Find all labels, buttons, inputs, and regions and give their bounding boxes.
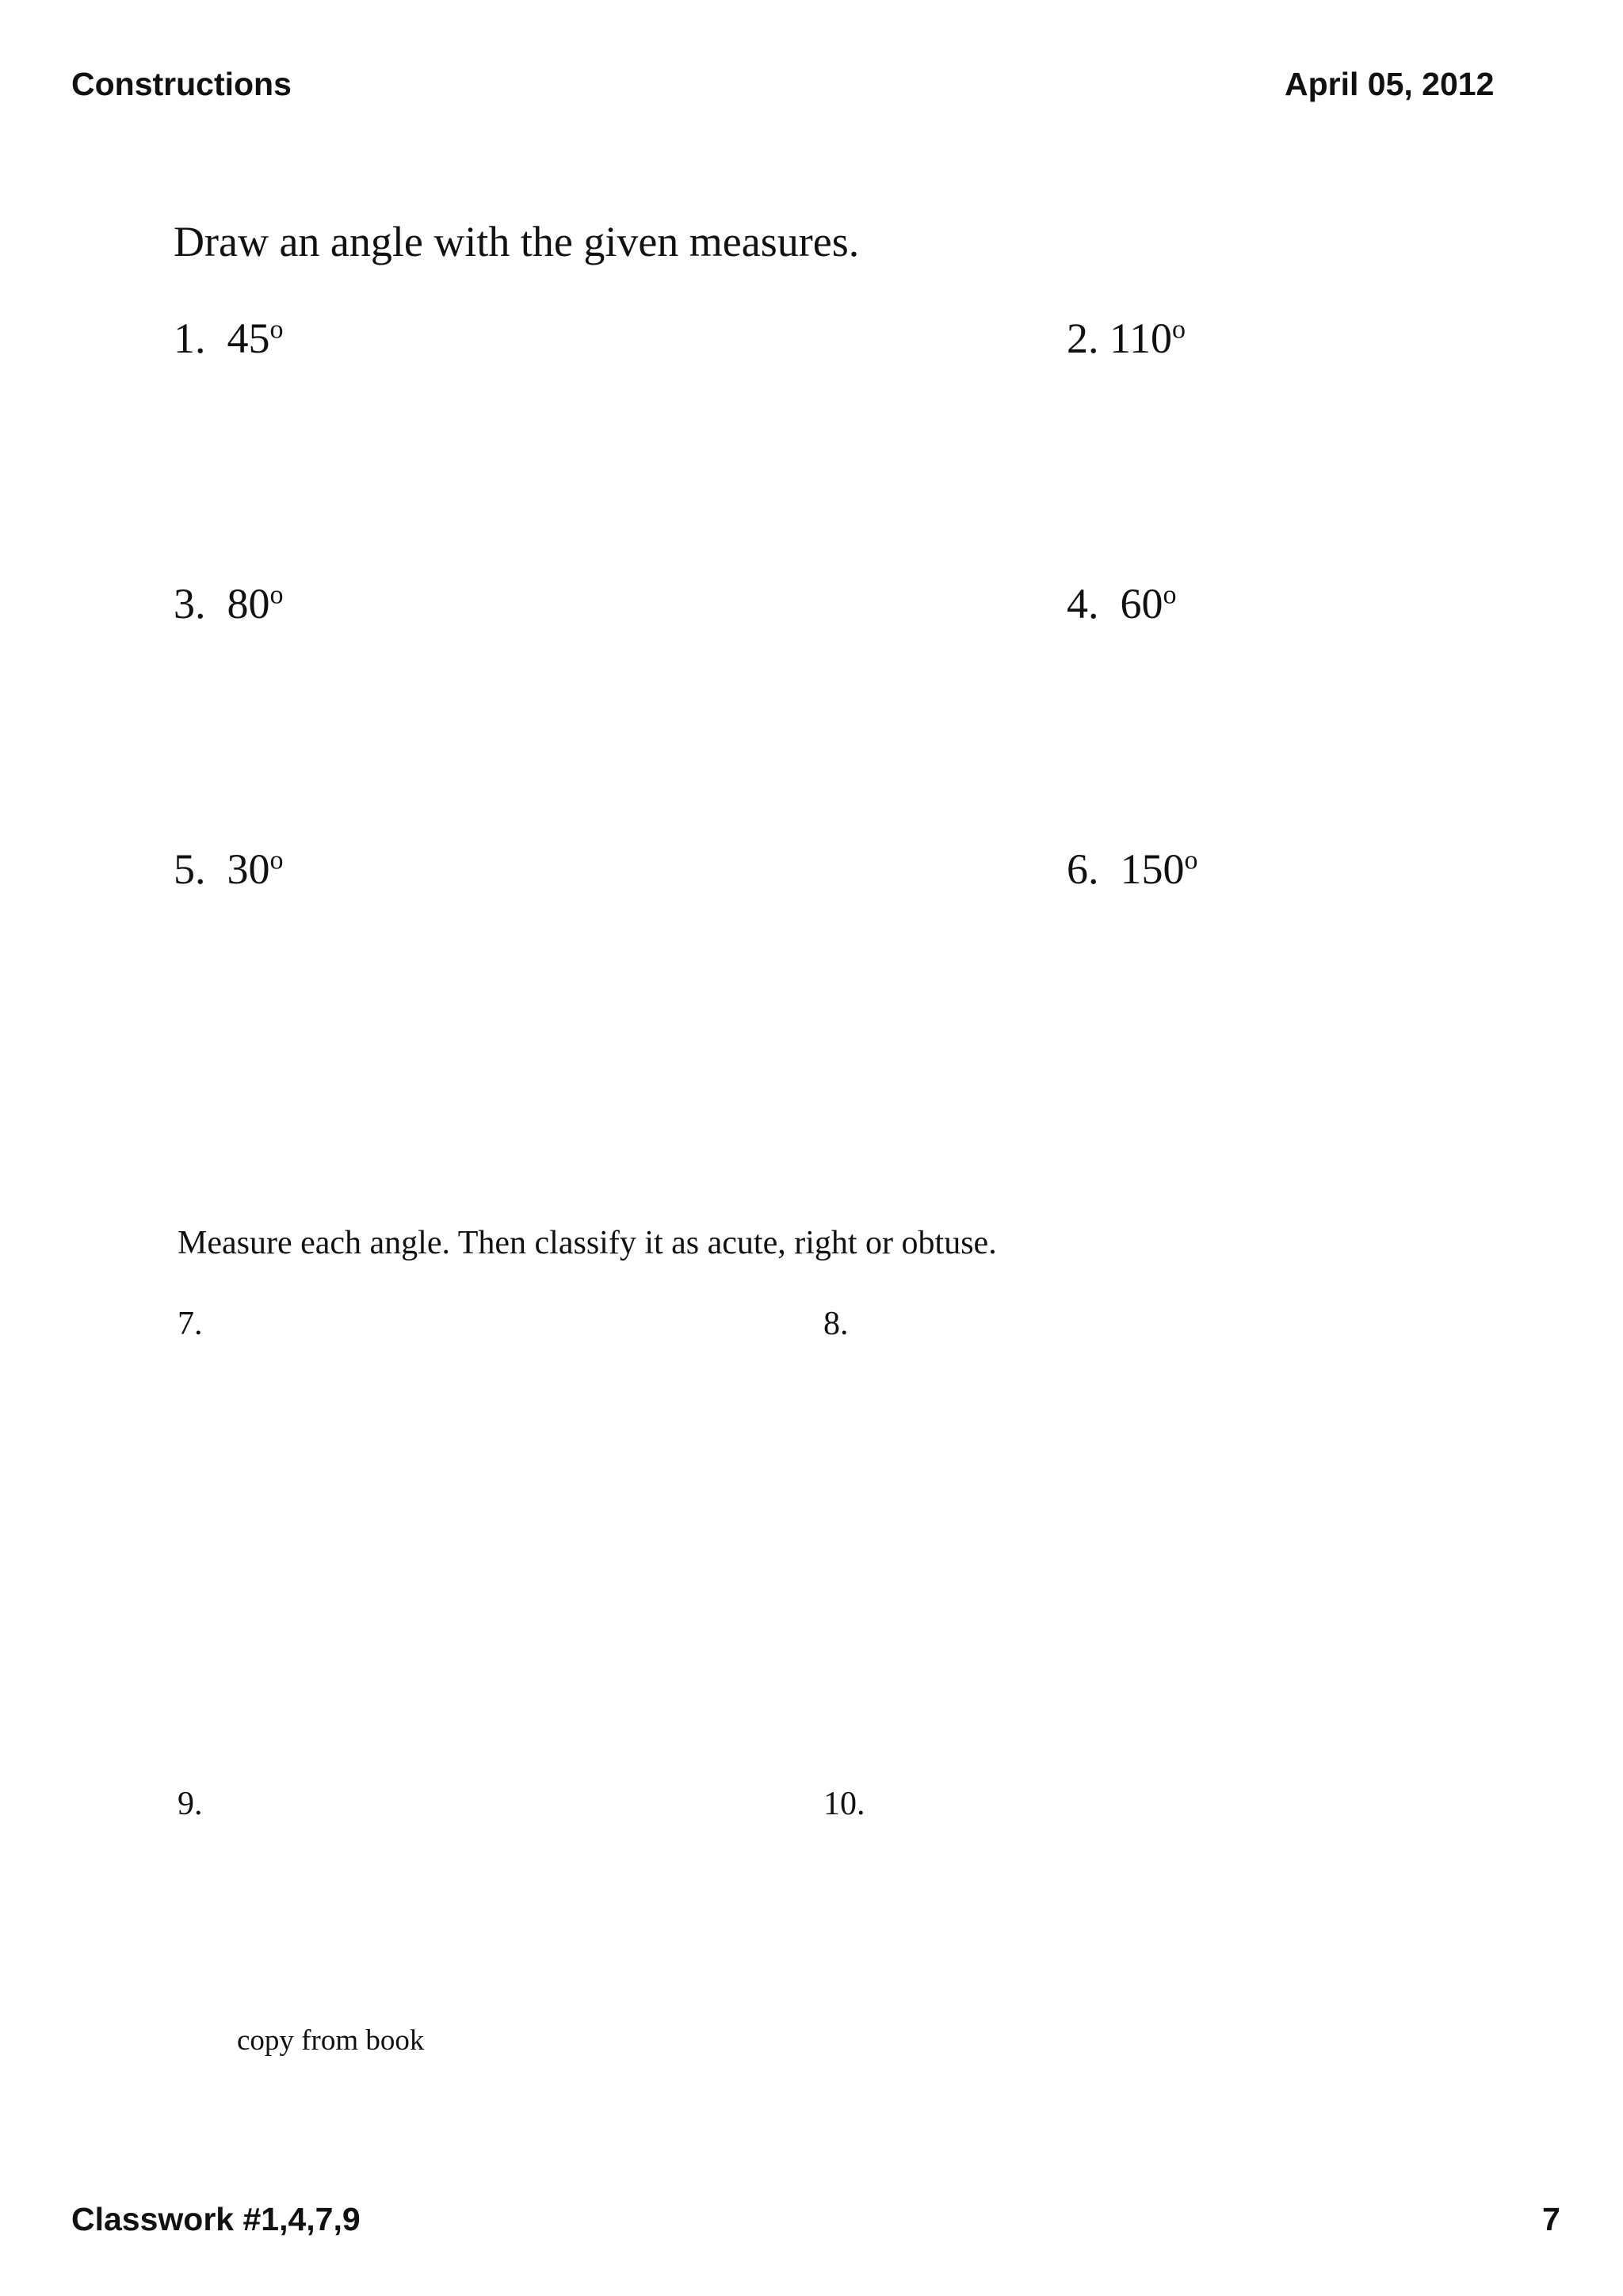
problem-10: 10.: [823, 1786, 865, 1822]
problem-number: 1.: [174, 315, 206, 362]
page-title: Constructions: [71, 66, 292, 102]
problem-3: [174, 582, 284, 625]
degree-mark: o: [1172, 315, 1186, 345]
problem-value: 60: [1120, 580, 1163, 627]
problem-value: 30: [227, 845, 270, 893]
problem-value: 110: [1109, 315, 1172, 362]
problem-5: [174, 845, 284, 893]
degree-mark: o: [269, 845, 284, 875]
problem-value: 45: [227, 315, 270, 362]
problem-number: 4.: [1067, 580, 1099, 627]
problem-9: 9.: [178, 1786, 203, 1822]
section2-instruction: Measure each angle. Then classify it as acute, right or obtuse.: [178, 1225, 997, 1261]
problem-number: 5.: [174, 845, 206, 893]
degree-mark: o: [1163, 580, 1177, 610]
degree-mark: o: [269, 580, 284, 610]
problem-1: [174, 317, 284, 360]
problem-6: [1067, 845, 1198, 893]
problem-4: [1067, 582, 1177, 625]
degree-mark: o: [1184, 845, 1198, 875]
problem-2: [1067, 317, 1186, 360]
problem-7: 7.: [178, 1306, 203, 1342]
problem-number: 6.: [1067, 845, 1099, 893]
copy-note: copy from book: [237, 2024, 425, 2057]
problem-8: 8.: [823, 1306, 849, 1342]
section1-instruction: Draw an angle with the given measures.: [174, 218, 860, 265]
problem-value: 80: [227, 580, 270, 627]
problem-number: 3.: [174, 580, 206, 627]
footer-label: Classwork #1,4,7,9: [71, 2201, 361, 2237]
problem-number: 2.: [1067, 315, 1099, 362]
page-number: 7: [1542, 2201, 1560, 2237]
problem-value: 150: [1120, 845, 1185, 893]
degree-mark: o: [269, 315, 284, 345]
page-date: April 05, 2012: [1285, 66, 1495, 102]
